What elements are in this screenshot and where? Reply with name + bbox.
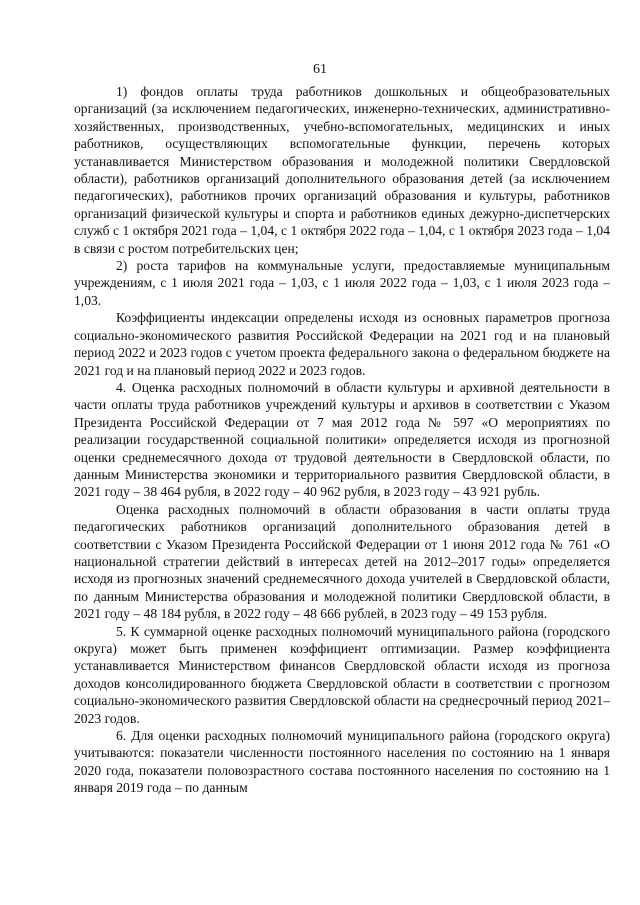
body-text [74,83,610,797]
paragraph-item-2-utility-tariffs: 2) роста тарифов на коммунальные услуги, предоставляемые муниципальным учреждениям, с 1 июля 2021 года – 1,03, с 1 июля 2022 года – 1,03, с 1 июля 2023 года – 1,03. [74,258,610,308]
paragraph-item-1-payroll-funds: 1) фондов оплаты труда работников дошкольных и общеобразовательных организаций (за исключением педагогических, инженерно-технических, административно-хозяйственных, производственных, учебно-вспомогательных, медицинских и иных работников, осуществляющих вспомогательные функции, перечень которых устанавливается Министерством образования и молодежной политики Свердловской области), работников организаций дополнительного образования детей (за исключением педагогических), работников прочих организаций образования и культуры, работников организаций физической культуры и спорта и работников единых дежурно-диспетчерских служб с 1 октября 2021 года – 1,04, с 1 октября 2022 года – 1,04, с 1 октября 2023 года – 1,04 в связи с ростом потребительских цен; [74,84,610,256]
paragraph-5-optimization-coefficient: 5. К суммарной оценке расходных полномочий муниципального района (городского округа) может быть применен коэффициент оптимизации. Размер коэффициента устанавливается Министерством финансов Свердловской области исходя из прогноза доходов консолидированного бюджета Свердловской области в соответствии с прогнозом социально-экономического развития Свердловской области на среднесрочный период 2021–2023 годов. [74,623,610,726]
paragraph-indexation-coefficients: Коэффициенты индексации определены исходя из основных параметров прогноза социально-экономического развития Российской Федерации на 2021 год и на плановый период 2022 и 2023 годов с учетом проекта федерального закона о федеральном бюджете на 2021 год и на плановый период 2022 и 2023 годов. [74,310,610,378]
paragraph-education-assessment: Оценка расходных полномочий в области образования в части оплаты труда педагогических работников организаций дополнительного образования детей в соответствии с Указом Президента Российской Федерации от 1 июня 2012 года № 761 «О национальной стратегии действий в интересах детей на 2012–2017 годы» определяется исходя из прогнозных значений среднемесячного дохода учителей в Свердловской области, по данным Министерства образования и молодежной политики Свердловской области, в 2021 году – 48 184 рубля, в 2022 году – 48 666 рублей, в 2023 году – 49 153 рубля. [74,501,610,622]
page-number: 61 [313,62,327,77]
paragraph-6-population-indicators: 6. Для оценки расходных полномочий муниципального района (городского округа) учитываются: показатели численности постоянного населения по состоянию на 1 января 2020 года, показатели половозрастного состава постоянного населения по состоянию на 1 января 2019 года – по данным [74,728,610,796]
paragraph-4-culture-archives: 4. Оценка расходных полномочий в области культуры и архивной деятельности в части оплаты труда работников учреждений культуры и архивов в соответствии с Указом Президента Российской Федерации от 7 мая 2012 года № 597 «О мероприятиях по реализации государственной социальной политики» определяется исходя из прогнозной оценки среднемесячного дохода от трудовой деятельности в Свердловской области, по данным Министерства экономики и территориального развития Свердловской области, в 2021 году – 38 464 рубля, в 2022 году – 40 962 рубля, в 2023 году – 43 921 рубль. [74,379,610,500]
